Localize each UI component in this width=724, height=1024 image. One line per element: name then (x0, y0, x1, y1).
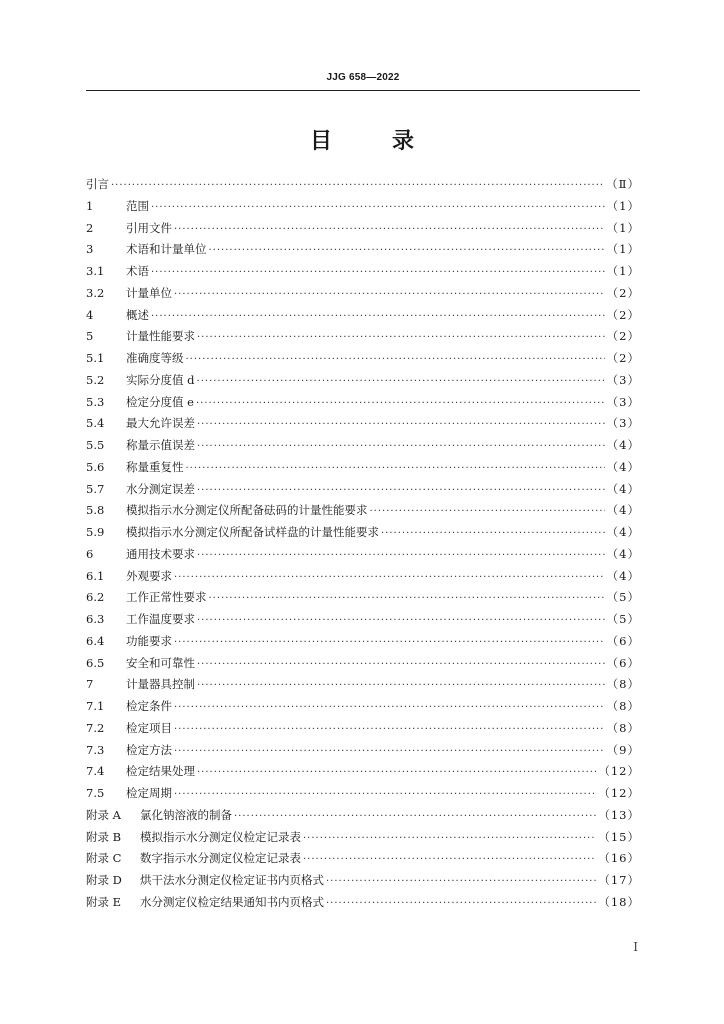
toc-entry-page: （18） (598, 894, 640, 909)
toc-entry[interactable] (86, 589, 640, 611)
toc-entry[interactable] (86, 481, 640, 503)
toc-entry-number: 6.4 (86, 633, 105, 648)
toc-entry-number: 3.2 (86, 285, 105, 300)
toc-entry-title: 水分测定误差 (126, 481, 195, 496)
toc-leader-dots (151, 267, 605, 278)
toc-leader-dots (197, 441, 605, 452)
toc-entry[interactable] (86, 720, 640, 742)
toc-entry[interactable] (86, 285, 640, 307)
toc-leader-dots (197, 659, 605, 670)
toc-leader-dots (174, 702, 605, 713)
toc-entry-title: 检定条件 (126, 699, 172, 713)
toc-entry[interactable] (86, 220, 640, 242)
toc-entry-page: （13） (598, 807, 640, 822)
toc-entry-title: 计量器具控制 (126, 677, 195, 692)
toc-entry-title: 检定结果处理 (126, 764, 195, 779)
toc-entry-page: （4） (606, 438, 640, 452)
toc-entry[interactable] (86, 437, 640, 459)
toc-entry-title: 烘干法水分测定仪检定证书内页格式 (140, 873, 324, 887)
toc-entry-number: 5.2 (86, 372, 105, 387)
toc-entry-title: 模拟指示水分测定仪所配备砝码的计量性能要求 (126, 503, 368, 518)
toc-leader-dots (197, 767, 596, 778)
toc-leader-dots (174, 789, 596, 800)
toc-entry-title: 范围 (126, 198, 149, 213)
toc-leader-dots (370, 506, 605, 517)
toc-entry[interactable] (86, 524, 640, 546)
toc-entry-title: 通用技术要求 (126, 546, 195, 561)
toc-leader-dots (111, 180, 604, 191)
toc-leader-dots (197, 376, 605, 387)
toc-entry-number: 7.3 (86, 742, 105, 757)
toc-entry-page: （2） (606, 285, 640, 300)
toc-entry-title: 水分测定仪检定结果通知书内页格式 (140, 894, 324, 909)
toc-leader-dots (326, 876, 596, 887)
page-title (86, 124, 640, 155)
title-char-1: 目 (309, 129, 334, 154)
toc-leader-dots (197, 615, 605, 626)
toc-entry-page: （1） (606, 220, 640, 235)
toc-entry[interactable] (86, 633, 640, 655)
toc-entry-number: 5.3 (86, 394, 105, 409)
page-number: I (633, 940, 638, 954)
toc-entry-title: 外观要求 (126, 568, 172, 583)
toc-entry-number: 7.2 (86, 720, 105, 735)
toc-entry-page: （5） (606, 590, 640, 605)
toc-entry-title: 工作正常性要求 (126, 590, 207, 605)
toc-leader-dots (186, 354, 605, 365)
toc-entry[interactable] (86, 394, 640, 416)
toc-leader-dots (197, 419, 605, 430)
toc-entry-title: 检定周期 (126, 786, 172, 800)
toc-entry-page: （4） (606, 459, 640, 474)
toc-entry-page: （Ⅱ） (606, 177, 640, 191)
toc-entry-title: 实际分度值 d (126, 372, 195, 387)
toc-entry-page: （4） (606, 503, 640, 518)
toc-entry-page: （2） (606, 351, 640, 365)
toc-leader-dots (197, 550, 605, 561)
toc-entry-number: 5.7 (86, 481, 105, 496)
header-rule (86, 90, 640, 91)
toc-entry[interactable] (86, 698, 640, 720)
toc-entry[interactable] (86, 198, 640, 220)
toc-entry[interactable] (86, 894, 640, 916)
toc-entry[interactable] (86, 546, 640, 568)
toc-entry[interactable] (86, 263, 640, 285)
toc-leader-dots (209, 245, 605, 256)
toc-entry-number: 附录 B (86, 829, 122, 844)
toc-entry-number: 7.1 (86, 699, 105, 713)
toc-entry-page: （6） (606, 655, 640, 670)
toc-entry-page: （1） (606, 264, 640, 278)
toc-entry-page: （8） (606, 720, 640, 735)
toc-entry-page: （8） (606, 677, 640, 692)
toc-entry-page: （4） (606, 525, 640, 539)
toc-entry-page: （9） (606, 742, 640, 757)
toc-entry-page: （2） (606, 329, 640, 344)
toc-entry-page: （1） (606, 242, 640, 257)
toc-entry-title: 称量重复性 (126, 459, 184, 474)
toc-leader-dots (174, 746, 605, 757)
toc-entry-title: 引用文件 (126, 220, 172, 235)
toc-entry-number: 附录 C (86, 851, 122, 866)
toc-entry-title: 安全和可靠性 (126, 655, 195, 670)
toc-entry[interactable] (86, 742, 640, 764)
toc-leader-dots (174, 724, 605, 735)
toc-entry-page: （4） (606, 481, 640, 496)
toc-entry[interactable] (86, 785, 640, 807)
toc-entry-number: 4 (86, 307, 94, 322)
toc-entry[interactable] (86, 676, 640, 698)
toc-entry-number: 3 (86, 242, 94, 257)
toc-entry-number: 5.1 (86, 351, 105, 365)
toc-leader-dots (326, 898, 596, 909)
toc-entry-title: 准确度等级 (126, 351, 184, 365)
toc-entry[interactable] (86, 829, 640, 851)
toc-entry-number: 6.5 (86, 655, 105, 670)
toc-entry-number: 5.6 (86, 459, 105, 474)
toc-entry-number: 5.9 (86, 525, 105, 539)
toc-entry-page: （17） (598, 873, 640, 887)
toc-entry-page: （15） (598, 829, 640, 844)
toc-leader-dots (303, 833, 596, 844)
toc-entry-title: 称量示值误差 (126, 438, 195, 452)
toc-entry[interactable] (86, 611, 640, 633)
toc-entry-number: 6.2 (86, 590, 105, 605)
table-of-contents (86, 176, 640, 916)
toc-entry-number: 6.1 (86, 568, 105, 583)
toc-entry-title: 工作温度要求 (126, 612, 195, 626)
toc-leader-dots (197, 485, 605, 496)
toc-leader-dots (174, 637, 605, 648)
toc-entry-number: 附录 E (86, 894, 122, 909)
toc-entry-number: 附录 A (86, 807, 121, 822)
toc-entry[interactable] (86, 502, 640, 524)
toc-entry-number: 附录 D (86, 873, 122, 887)
toc-entry-title: 术语 (126, 264, 149, 278)
toc-entry-page: （3） (606, 416, 640, 431)
toc-leader-dots (196, 398, 605, 409)
toc-entry-title: 最大允许误差 (126, 416, 195, 431)
toc-leader-dots (174, 289, 605, 300)
toc-entry-number: 5.4 (86, 416, 105, 431)
toc-entry[interactable] (86, 328, 640, 350)
toc-leader-dots (151, 311, 605, 322)
toc-entry-title: 计量单位 (126, 285, 172, 300)
toc-entry-title: 检定分度值 e (126, 394, 194, 409)
standard-code-header: JJG 658—2022 (326, 72, 400, 83)
toc-leader-dots (197, 680, 605, 691)
toc-entry-title: 模拟指示水分测定仪检定记录表 (140, 829, 301, 844)
toc-entry[interactable] (86, 807, 640, 829)
toc-leader-dots (209, 593, 605, 604)
toc-leader-dots (186, 463, 605, 474)
toc-leader-dots (151, 202, 605, 213)
toc-entry-title: 氯化钠溶液的制备 (140, 807, 232, 822)
toc-leader-dots (174, 224, 605, 235)
toc-entry-number: 5 (86, 329, 94, 344)
toc-entry-page: （3） (606, 394, 640, 409)
toc-entry-page: （12） (598, 786, 640, 800)
toc-entry[interactable] (86, 459, 640, 481)
toc-leader-dots (381, 528, 605, 539)
toc-entry-title: 数字指示水分测定仪检定记录表 (140, 851, 301, 866)
toc-entry-number: 7.5 (86, 786, 105, 800)
toc-entry[interactable] (86, 655, 640, 677)
toc-entry-title: 功能要求 (126, 633, 172, 648)
toc-leader-dots (303, 854, 596, 865)
toc-entry-page: （16） (598, 851, 640, 866)
toc-entry-page: （2） (606, 307, 640, 322)
toc-entry-number: 2 (86, 220, 94, 235)
toc-entry-number: 7 (86, 677, 94, 692)
toc-entry-number: 6.3 (86, 612, 105, 626)
toc-entry-number: 6 (86, 546, 94, 561)
toc-entry-number: 7.4 (86, 764, 105, 779)
toc-entry-page: （1） (606, 198, 640, 213)
title-char-2: 录 (392, 129, 417, 154)
toc-entry[interactable] (86, 850, 640, 872)
toc-entry-title: 术语和计量单位 (126, 242, 207, 257)
toc-entry[interactable] (86, 415, 640, 437)
toc-entry-number: 5.5 (86, 438, 105, 452)
toc-entry-page: （4） (606, 568, 640, 583)
toc-entry-number: 5.8 (86, 503, 105, 518)
toc-entry-page: （12） (598, 764, 640, 779)
toc-entry-title: 模拟指示水分测定仪所配备试样盘的计量性能要求 (126, 525, 379, 539)
toc-entry-page: （4） (606, 546, 640, 561)
toc-entry-page: （3） (606, 372, 640, 387)
toc-entry-page: （8） (606, 699, 640, 713)
toc-entry-title: 计量性能要求 (126, 329, 195, 344)
toc-entry[interactable] (86, 372, 640, 394)
toc-leader-dots (174, 572, 605, 583)
toc-entry-page: （6） (606, 633, 640, 648)
toc-leader-dots (234, 811, 596, 822)
toc-leader-dots (197, 332, 605, 343)
toc-entry-title: 概述 (126, 307, 149, 322)
toc-entry-title: 检定方法 (126, 742, 172, 757)
toc-entry[interactable] (86, 763, 640, 785)
toc-entry[interactable] (86, 176, 640, 198)
toc-entry-page: （5） (606, 612, 640, 626)
toc-entry-number: 3.1 (86, 264, 105, 278)
toc-entry[interactable] (86, 307, 640, 329)
toc-entry[interactable] (86, 241, 640, 263)
toc-entry[interactable] (86, 872, 640, 894)
toc-entry-title: 检定项目 (126, 720, 172, 735)
toc-entry-number: 1 (86, 198, 94, 213)
toc-entry[interactable] (86, 568, 640, 590)
toc-entry[interactable] (86, 350, 640, 372)
toc-entry-title: 引言 (86, 177, 109, 191)
